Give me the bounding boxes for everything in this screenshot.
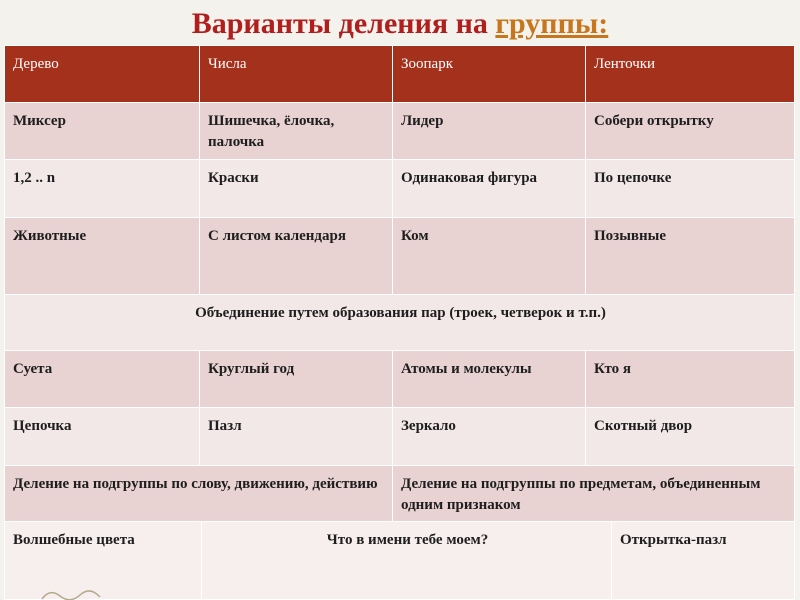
table-cell: Пазл — [200, 408, 393, 466]
header-cell: Ленточки — [586, 46, 795, 103]
table-cell: Суета — [5, 351, 200, 408]
merged-cell: Объединение путем образования пар (троек, четверок и т.п.) — [5, 295, 795, 351]
table-cell: Круглый год — [200, 351, 393, 408]
last-cell-left: Волшебные цвета — [5, 522, 202, 599]
table-cell: С листом календаря — [200, 218, 393, 295]
groups-table — [4, 45, 795, 600]
split-cell-right: Деление на подгруппы по предметам, объединенным одним признаком — [393, 466, 795, 522]
table-row — [5, 218, 795, 295]
table-cell: Атомы и молекулы — [393, 351, 586, 408]
table-cell: Собери открытку — [586, 103, 795, 160]
title-main: Варианты деления на — [191, 7, 488, 40]
last-row — [5, 522, 795, 600]
split-cell-left: Деление на подгруппы по слову, движению, действию — [5, 466, 393, 522]
slide-title — [0, 6, 800, 42]
last-cell-right: Открытка-пазл — [612, 522, 795, 599]
last-cell-middle: Что в имени тебе моем? — [202, 522, 612, 599]
table-header-row — [5, 46, 795, 103]
last-row-container — [5, 522, 795, 600]
header-cell: Зоопарк — [393, 46, 586, 103]
table-cell: Цепочка — [5, 408, 200, 466]
table-row — [5, 160, 795, 218]
table-cell: Шишечка, ёлочка, палочка — [200, 103, 393, 160]
table-row — [5, 351, 795, 408]
merged-row — [5, 295, 795, 351]
table-cell: Зеркало — [393, 408, 586, 466]
header-cell: Дерево — [5, 46, 200, 103]
table-cell: Одинаковая фигура — [393, 160, 586, 218]
table-cell: Лидер — [393, 103, 586, 160]
decorative-flourish-icon — [40, 586, 120, 600]
table-cell: Краски — [200, 160, 393, 218]
table-cell: 1,2 .. n — [5, 160, 200, 218]
table-cell: Ком — [393, 218, 586, 295]
table-cell: Животные — [5, 218, 200, 295]
table-cell: Скотный двор — [586, 408, 795, 466]
last-row-table — [5, 522, 794, 599]
split-row — [5, 466, 795, 522]
table-cell: Миксер — [5, 103, 200, 160]
table-row — [5, 408, 795, 466]
table-row — [5, 103, 795, 160]
title-accent: группы: — [495, 7, 609, 40]
table-cell: Позывные — [586, 218, 795, 295]
table-cell: По цепочке — [586, 160, 795, 218]
header-cell: Числа — [200, 46, 393, 103]
table-cell: Кто я — [586, 351, 795, 408]
